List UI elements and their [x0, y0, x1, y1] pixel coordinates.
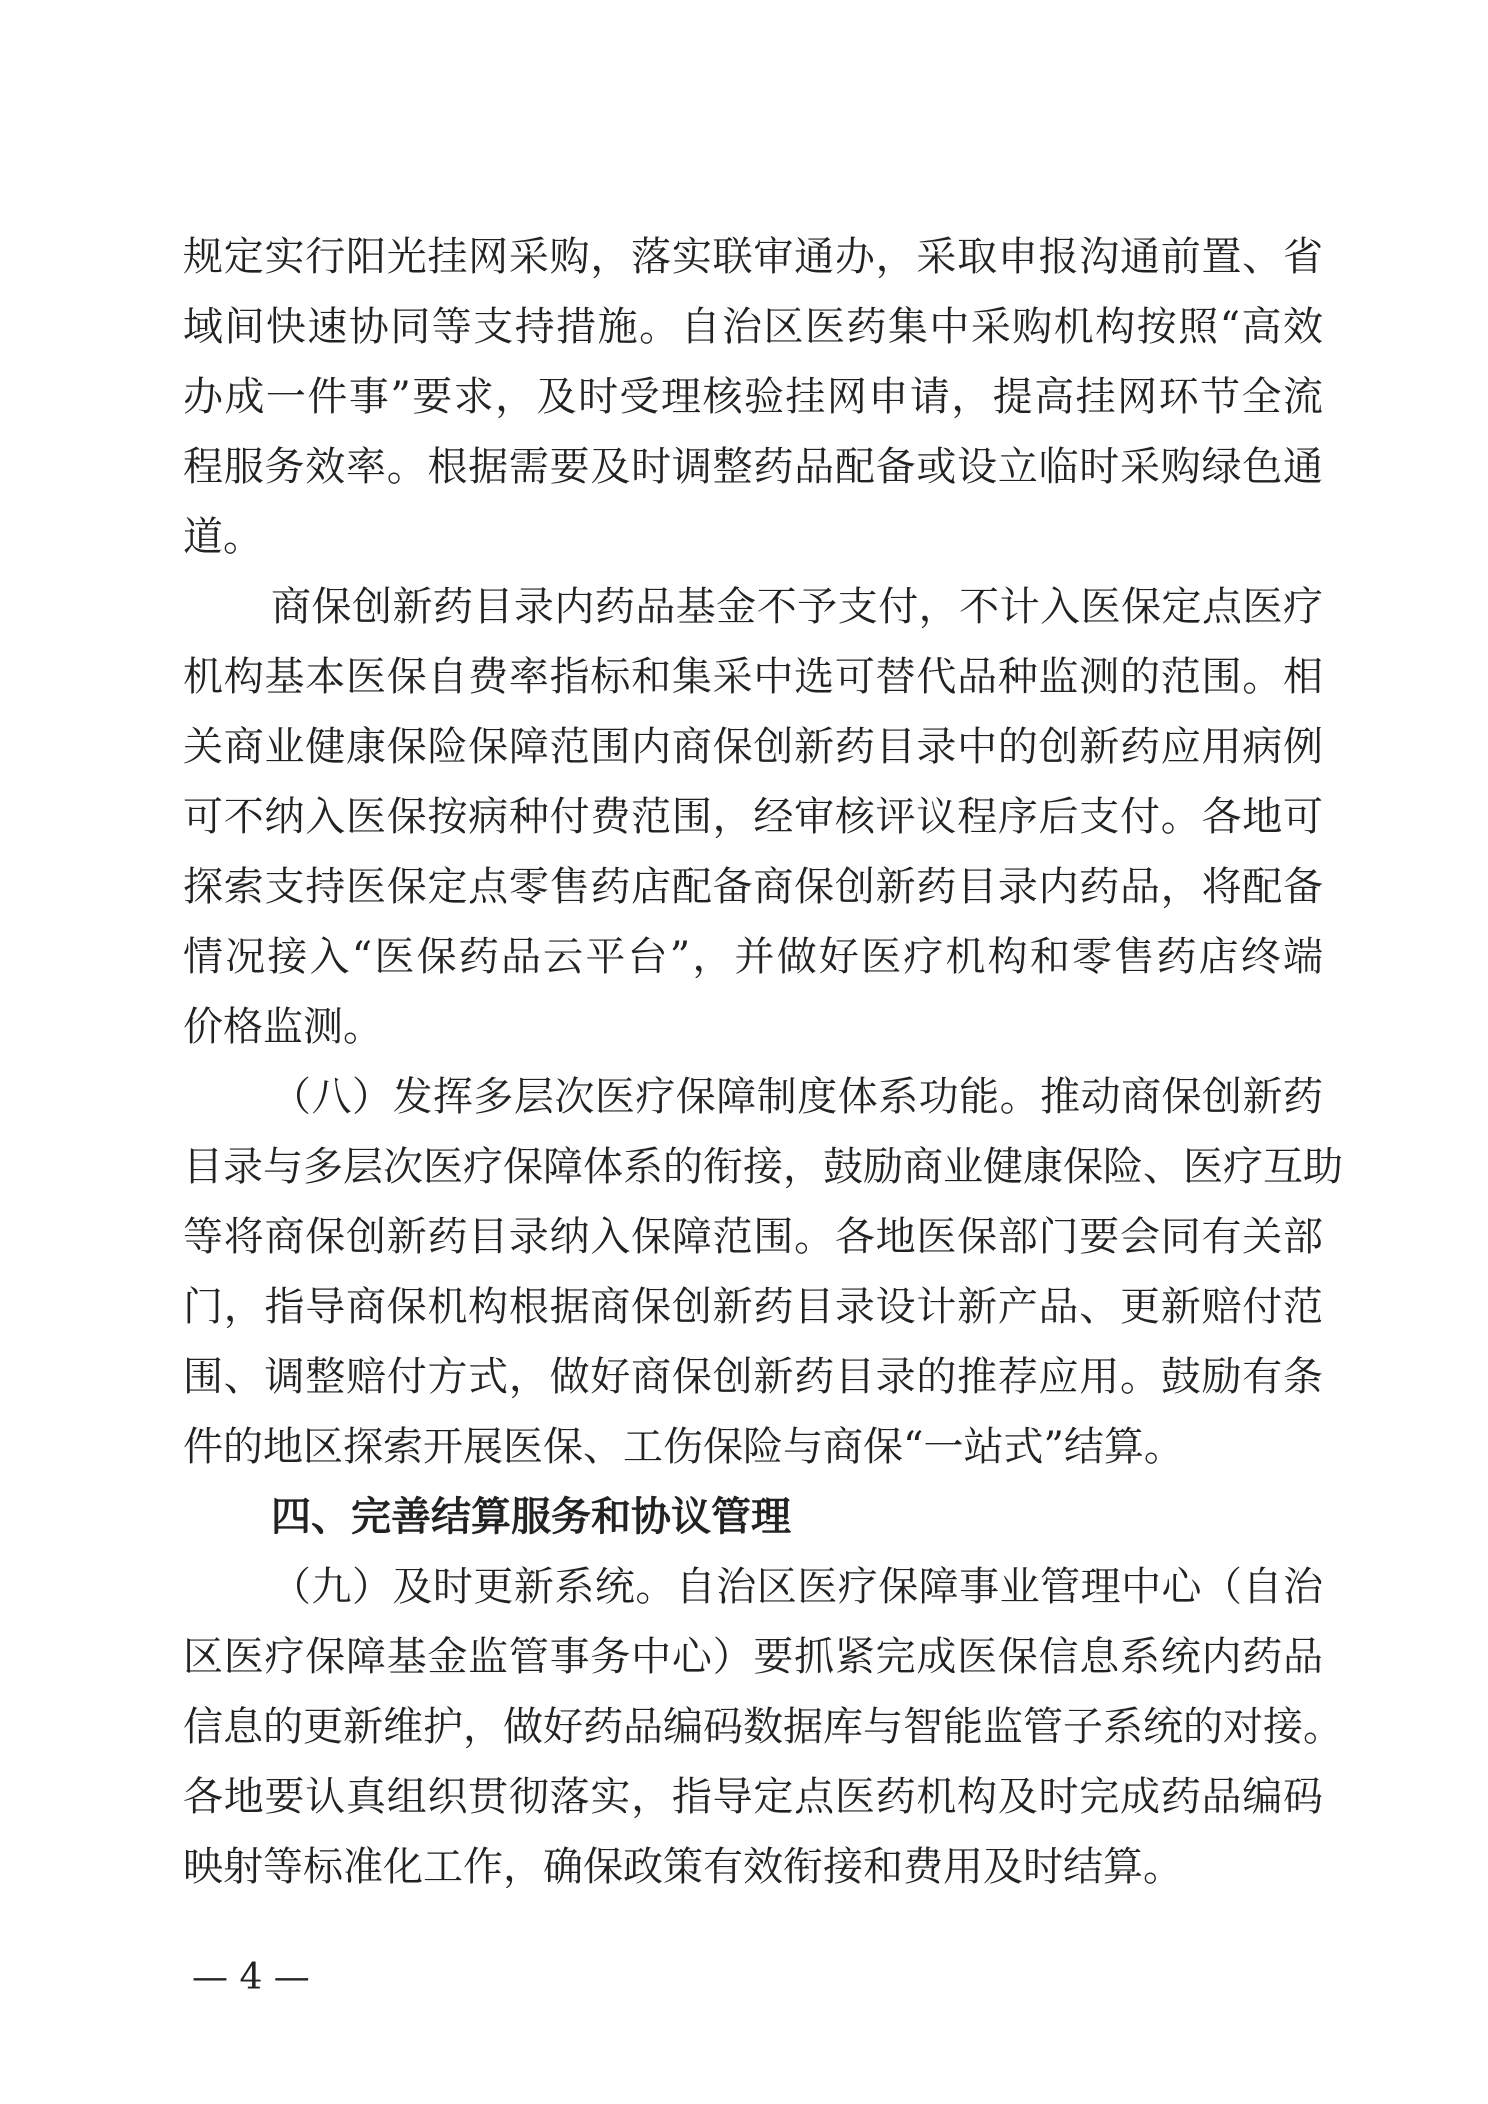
text-line: 信息的更新维护，做好药品编码数据库与智能监管子系统的对接。 [183, 1704, 1343, 1750]
text-line: 机构基本医保自费率指标和集采中选可替代品种监测的范围。相 [183, 654, 1323, 700]
text-line: 门，指导商保机构根据商保创新药目录设计新产品、更新赔付范 [183, 1284, 1323, 1330]
text-line: 域间快速协同等支持措施。自治区医药集中采购机构按照“高效 [183, 304, 1323, 350]
text-line: 映射等标准化工作，确保政策有效衔接和费用及时结算。 [183, 1844, 1183, 1890]
text-line: 情况接入“医保药品云平台”，并做好医疗机构和零售药店终端 [183, 934, 1323, 980]
document-body [183, 222, 1343, 1902]
text-line: 规定实行阳光挂网采购，落实联审通办，采取申报沟通前置、省 [183, 234, 1323, 280]
text-line: 件的地区探索开展医保、工伤保险与商保“一站式”结算。 [183, 1424, 1184, 1470]
section-heading: 四、完善结算服务和协议管理 [271, 1494, 791, 1540]
text-line: 可不纳入医保按病种付费范围，经审核评议程序后支付。各地可 [183, 794, 1323, 840]
paragraph-first-line: （八）发挥多层次医疗保障制度体系功能。推动商保创新药 [271, 1074, 1323, 1120]
paragraph-first-line: （九）及时更新系统。自治区医疗保障事业管理中心（自治 [271, 1564, 1323, 1610]
text-line: 各地要认真组织贯彻落实，指导定点医药机构及时完成药品编码 [183, 1774, 1323, 1820]
text-line: 关商业健康保险保障范围内商保创新药目录中的创新药应用病例 [183, 724, 1323, 770]
text-line: 区医疗保障基金监管事务中心）要抓紧完成医保信息系统内药品 [183, 1634, 1323, 1680]
page-number: — 4 — [192, 1957, 310, 1998]
paragraph-first-line: 商保创新药目录内药品基金不予支付，不计入医保定点医疗 [271, 584, 1323, 630]
text-line: 等将商保创新药目录纳入保障范围。各地医保部门要会同有关部 [183, 1214, 1323, 1260]
text-line: 道。 [183, 514, 263, 560]
text-line: 程服务效率。根据需要及时调整药品配备或设立临时采购绿色通 [183, 444, 1323, 490]
text-line: 办成一件事”要求，及时受理核验挂网申请，提高挂网环节全流 [183, 374, 1323, 420]
text-line: 探索支持医保定点零售药店配备商保创新药目录内药品，将配备 [183, 864, 1323, 910]
text-line: 围、调整赔付方式，做好商保创新药目录的推荐应用。鼓励有条 [183, 1354, 1323, 1400]
text-line: 目录与多层次医疗保障体系的衔接，鼓励商业健康保险、医疗互助 [183, 1144, 1343, 1190]
text-line: 价格监测。 [183, 1004, 383, 1050]
